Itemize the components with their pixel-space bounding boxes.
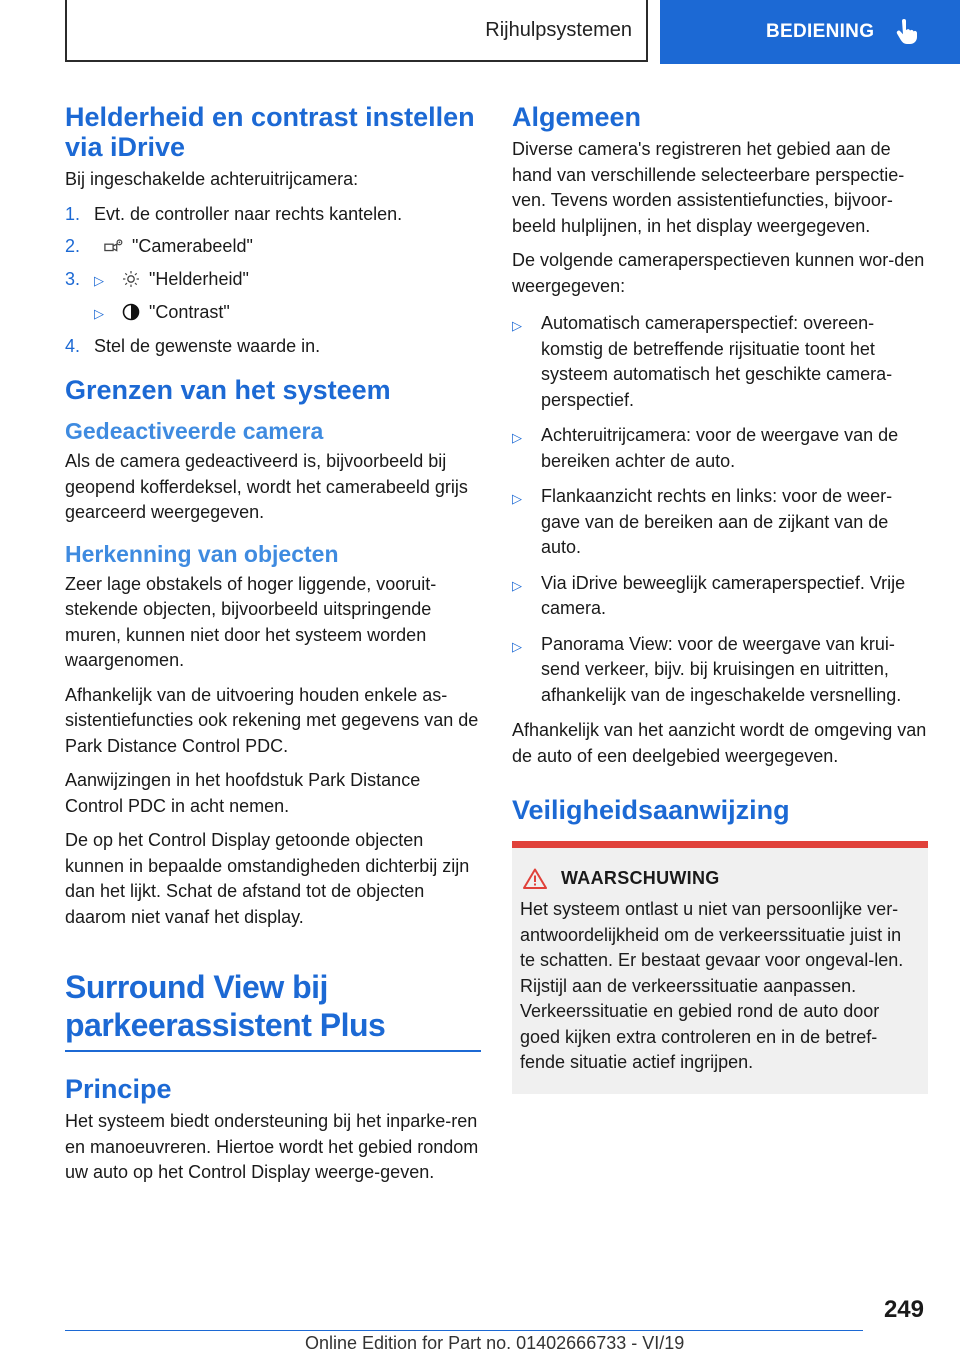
left-column [65,102,481,1195]
step-text: "Contrast" [149,302,230,322]
deactivated-text: Als de camera gedeactiveerd is, bijvoorbeeld bij geopend kofferdeksel, wordt het camerabeeld grijs gearceerd weergegeven. [65,451,468,522]
bullet-text: Panorama View: voor de weergave van krui-send verkeer, bijv. bij kruisingen en uitritten, afhankelijk van de ingeschakelde versnelling. [541,633,902,705]
step-text: Stel de gewenste waarde in. [94,335,321,356]
heading-surround-view: Surround View bij parkeerassistent Plus [65,969,386,1043]
list-item [65,202,481,228]
list-item [65,267,481,294]
principle-text: Het systeem biedt ondersteuning bij het inparke-ren en manoeuvreren. Hiertoe wordt het gebied rondom uw auto op het Control Display weerge-geven. [65,1111,479,1182]
objects-paragraph-1: Zeer lage obstakels of hoger liggende, vooruit-stekende objecten, bijvoorbeeld uitspringende muren, kunnen niet door het systeem worden waargenomen. [65,573,437,670]
triangle-bullet-icon: ▷ [512,577,522,593]
section-title: Rijhulpsystemen [485,18,632,41]
steps-list [65,202,481,360]
step-number: 4. [65,335,81,356]
list-item [512,484,928,561]
warning-header [520,868,920,889]
list-item [65,334,481,360]
chapter-title: BEDIENING [766,21,875,42]
running-header-chapter [660,0,960,64]
triangle-bullet-icon: ▷ [94,272,104,288]
brightness-sun-icon [121,270,141,288]
general-paragraph-3: Afhankelijk van het aanzicht wordt de omgeving van de auto of een deelgebied weergegeven. [512,720,927,766]
heading-object-detection: Herkenning van objecten [65,540,339,567]
heading-brightness-contrast: Helderheid en contrast instellen via iDrive [65,102,475,162]
triangle-bullet-icon: ▷ [512,430,522,445]
warning-box [512,841,928,1094]
step-number: 1. [65,203,81,224]
heading-principle: Principe [65,1074,172,1104]
list-item [512,311,928,413]
footer-edition: Online Edition for Part no. 01402666733 - VI/19 [305,1333,685,1353]
bullet-text: Achteruitrijcamera: voor de weergave van de bereiken achter de auto. [541,425,899,471]
heading-deactivated-camera: Gedeactiveerde camera [65,418,324,444]
step-number: 2. [65,236,81,256]
general-paragraph-1: Diverse camera's registreren het gebied aan de hand van verschillende selecteerbare perspectie-ven. Tevens worden assistentiefuncties, bijvoor-beeld hulplijnen, in het display weergegeven. [512,139,905,236]
list-item [65,234,481,260]
running-header-section [65,0,648,62]
objects-paragraph-4: De op het Control Display getoonde objecten kunnen in bepaalde omstandigheden dichterbij zijn dan het lijkt. Schat de afstand tot de objecten daarom niet vanaf het display. [65,830,470,927]
contrast-icon [121,303,141,321]
bullet-text: Via iDrive beweeglijk cameraperspectief. Vrije camera. [541,572,906,618]
footer-divider [65,1330,863,1331]
warning-triangle-icon [523,868,547,889]
objects-paragraph-3: Aanwijzingen in het hoofdstuk Park Distance Control PDC in acht nemen. [65,770,421,816]
bullet-text: Flankaanzicht rechts en links: voor de weer-gave van de bereiken aan de zijkant van de auto. [541,486,893,557]
step-text: Evt. de controller naar rechts kantelen. [94,203,403,224]
triangle-bullet-icon: ▷ [512,491,522,506]
page-number: 249 [883,1296,924,1323]
step-number [65,300,94,327]
warning-title: WAARSCHUWING [561,868,720,888]
heading-general: Algemeen [512,102,642,132]
heading-divider [65,1050,481,1052]
perspectives-list [512,311,928,708]
bullet-text: Automatisch cameraperspectief: overeen-komstig de betreffende rijsituatie toont het systeem automatisch het geschikte camera-perspectief. [541,313,893,410]
triangle-bullet-icon: ▷ [94,306,104,321]
triangle-bullet-icon: ▷ [512,638,522,654]
camera-settings-icon [104,237,124,255]
right-column [512,102,928,1094]
heading-system-limits: Grenzen van het systeem [65,375,391,405]
list-item [512,423,928,474]
pointing-hand-icon [894,19,918,45]
step-text: "Helderheid" [149,268,249,289]
general-paragraph-2: De volgende cameraperspectieven kunnen wor-den weergegeven: [512,250,925,296]
step-number: 3. [65,268,81,289]
heading-safety-note: Veiligheidsaanwijzing [512,795,790,825]
triangle-bullet-icon: ▷ [512,318,522,333]
list-item [512,571,928,622]
step-text: "Camerabeeld" [132,236,253,256]
list-item [65,300,481,327]
objects-paragraph-2: Afhankelijk van de uitvoering houden enkele as-sistentiefuncties ook rekening met gegevens van de Park Distance Control PDC. [65,684,479,756]
warning-text: Het systeem ontlast u niet van persoonlijke ver-antwoordelijkheid om de verkeerssituatie juist in te schatten. Er bestaat gevaar voor ongeval-len. Rijstijl aan de verkeerssituatie aanpassen. Verkeerssituatie en gebied rond de auto door goed kijken extra controleren en in de betref-fende situatie actief ingrijpen. [520,899,904,1072]
brightness-intro: Bij ingeschakelde achteruitrijcamera: [65,169,359,189]
list-item [512,632,928,709]
